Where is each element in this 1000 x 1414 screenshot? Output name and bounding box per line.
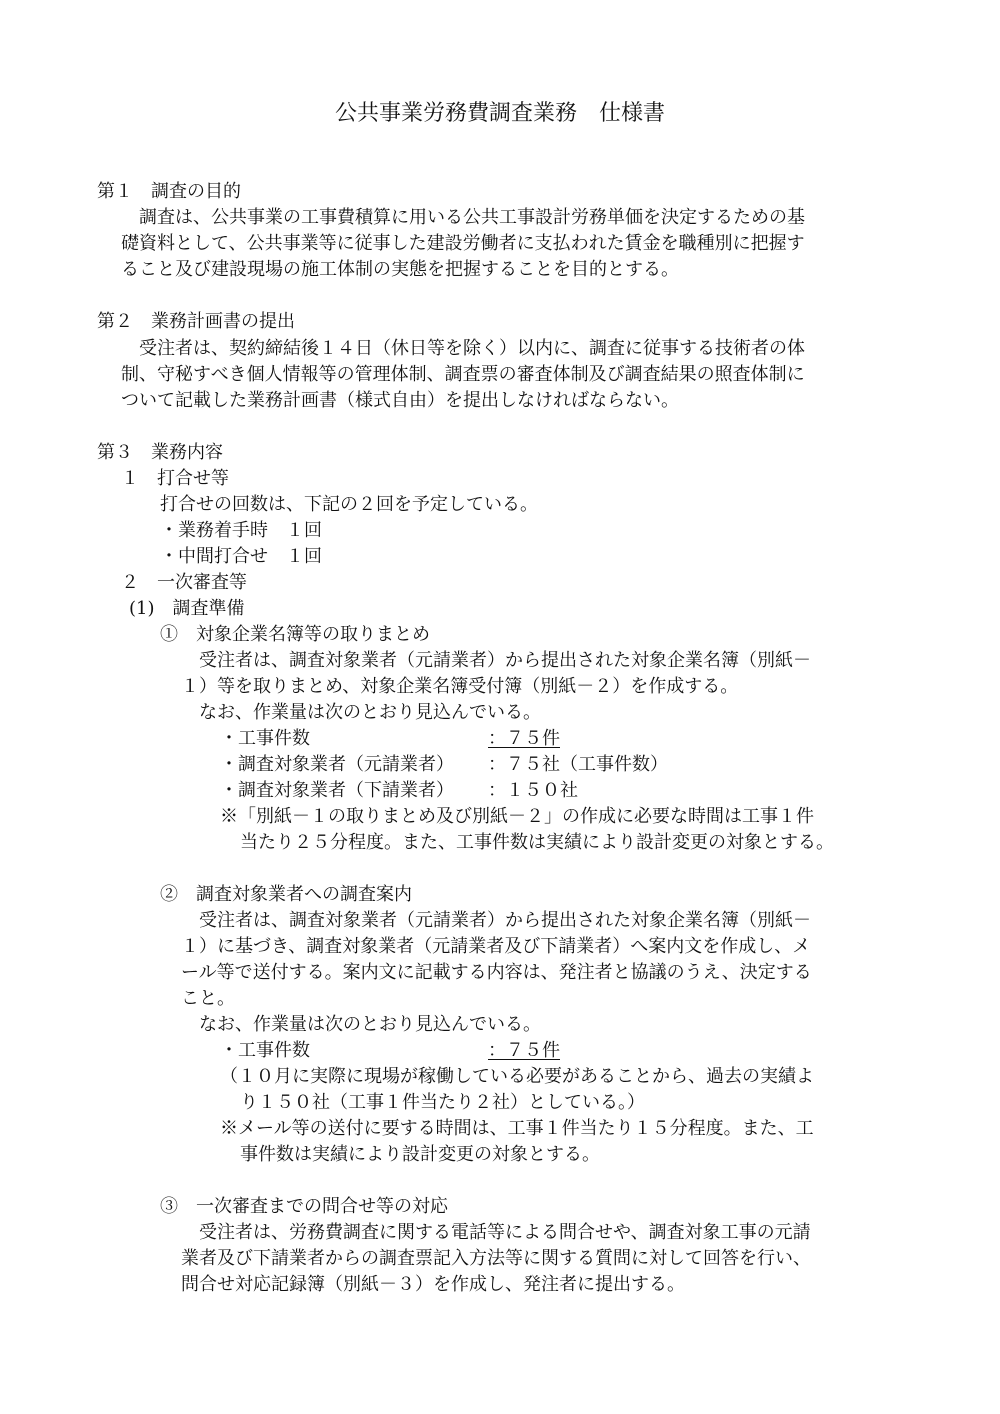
sub-1-heading: (1) 調査準備 <box>129 598 245 619</box>
section-3-heading: 第３ 業務内容 <box>97 442 223 463</box>
section-2-heading: 第２ 業務計画書の提出 <box>97 311 295 332</box>
section-2-line: 受注者は、契約締結後１４日（休日等を除く）以内に、調査に従事する技術者の体 <box>139 338 805 359</box>
item-1-text: 打合せの回数は、下記の２回を予定している。 <box>160 494 538 515</box>
section-1-heading: 第１ 調査の目的 <box>97 181 241 202</box>
workload-label: ・工事件数 <box>220 728 310 749</box>
workload-row <box>220 779 578 803</box>
point-2-heading: ② 調査対象業者への調査案内 <box>160 884 412 905</box>
item-1-bullet: ・中間打合せ １回 <box>160 546 322 567</box>
point-2-line: なお、作業量は次のとおり見込んでいる。 <box>199 1014 541 1035</box>
point-2-paren: り１５０社（工事１件当たり２社）としている。） <box>240 1092 645 1113</box>
point-3-line: 受注者は、労務費調査に関する電話等による問合せや、調査対象工事の元請 <box>199 1222 811 1243</box>
workload-row <box>220 1039 560 1063</box>
point-3-heading: ③ 一次審査までの問合せ等の対応 <box>160 1196 448 1217</box>
section-2-line: 制、守秘すべき個人情報等の管理体制、調査票の審査体制及び調査結果の照査体制に <box>121 364 805 385</box>
section-2-line: ついて記載した業務計画書（様式自由）を提出しなければならない。 <box>121 390 679 411</box>
point-2-paren: （１０月に実際に現場が稼働している必要があることから、過去の実績よ <box>220 1066 814 1087</box>
point-1-line: 受注者は、調査対象業者（元請業者）から提出された対象企業名簿（別紙－ <box>199 650 811 671</box>
point-2-note: 事件数は実績により設計変更の対象とする。 <box>240 1144 600 1165</box>
point-3-line: 業者及び下請業者からの調査票記入方法等に関する質問に対して回答を行い、 <box>181 1248 811 1269</box>
item-2-heading: ２ 一次審査等 <box>121 572 247 593</box>
workload-value: ：１５０社 <box>488 780 578 801</box>
section-1-line: 調査は、公共事業の工事費積算に用いる公共工事設計労務単価を決定するための基 <box>139 207 805 228</box>
workload-row <box>220 753 668 777</box>
document-title: 公共事業労務費調査業務 仕様書 <box>334 101 665 126</box>
point-2-line: １）に基づき、調査対象業者（元請業者及び下請業者）へ案内文を作成し、メ <box>181 936 811 957</box>
point-2-line: こと。 <box>181 988 235 1009</box>
point-1-line: １）等を取りまとめ、対象企業名簿受付簿（別紙－２）を作成する。 <box>181 676 739 697</box>
item-1-heading: １ 打合せ等 <box>121 468 229 489</box>
workload-value: ：７５件 <box>488 728 560 749</box>
point-1-heading: ① 対象企業名簿等の取りまとめ <box>160 624 430 645</box>
workload-label: ・工事件数 <box>220 1040 310 1061</box>
workload-label: ・調査対象業者（元請業者） <box>220 754 454 775</box>
point-2-line: 受注者は、調査対象業者（元請業者）から提出された対象企業名簿（別紙－ <box>199 910 811 931</box>
point-1-note: ※「別紙－１の取りまとめ及び別紙－２」の作成に必要な時間は工事１件 <box>220 806 814 827</box>
item-1-bullet: ・業務着手時 １回 <box>160 520 322 541</box>
workload-label: ・調査対象業者（下請業者） <box>220 780 454 801</box>
section-1-line: 礎資料として、公共事業等に従事した建設労働者に支払われた賃金を職種別に把握す <box>121 233 805 254</box>
section-1-line: ること及び建設現場の施工体制の実態を把握することを目的とする。 <box>121 259 679 280</box>
point-2-note: ※メール等の送付に要する時間は、工事１件当たり１５分程度。また、工 <box>220 1118 814 1139</box>
workload-row <box>220 727 560 751</box>
point-1-note: 当たり２５分程度。また、工事件数は実績により設計変更の対象とする。 <box>240 832 834 853</box>
point-2-line: ール等で送付する。案内文に記載する内容は、発注者と協議のうえ、決定する <box>181 962 812 983</box>
point-3-line: 問合せ対応記録簿（別紙－３）を作成し、発注者に提出する。 <box>181 1274 685 1295</box>
point-1-line: なお、作業量は次のとおり見込んでいる。 <box>199 702 541 723</box>
workload-value: ：７５件 <box>488 1040 560 1061</box>
workload-value: ：７５社（工事件数） <box>488 754 668 775</box>
